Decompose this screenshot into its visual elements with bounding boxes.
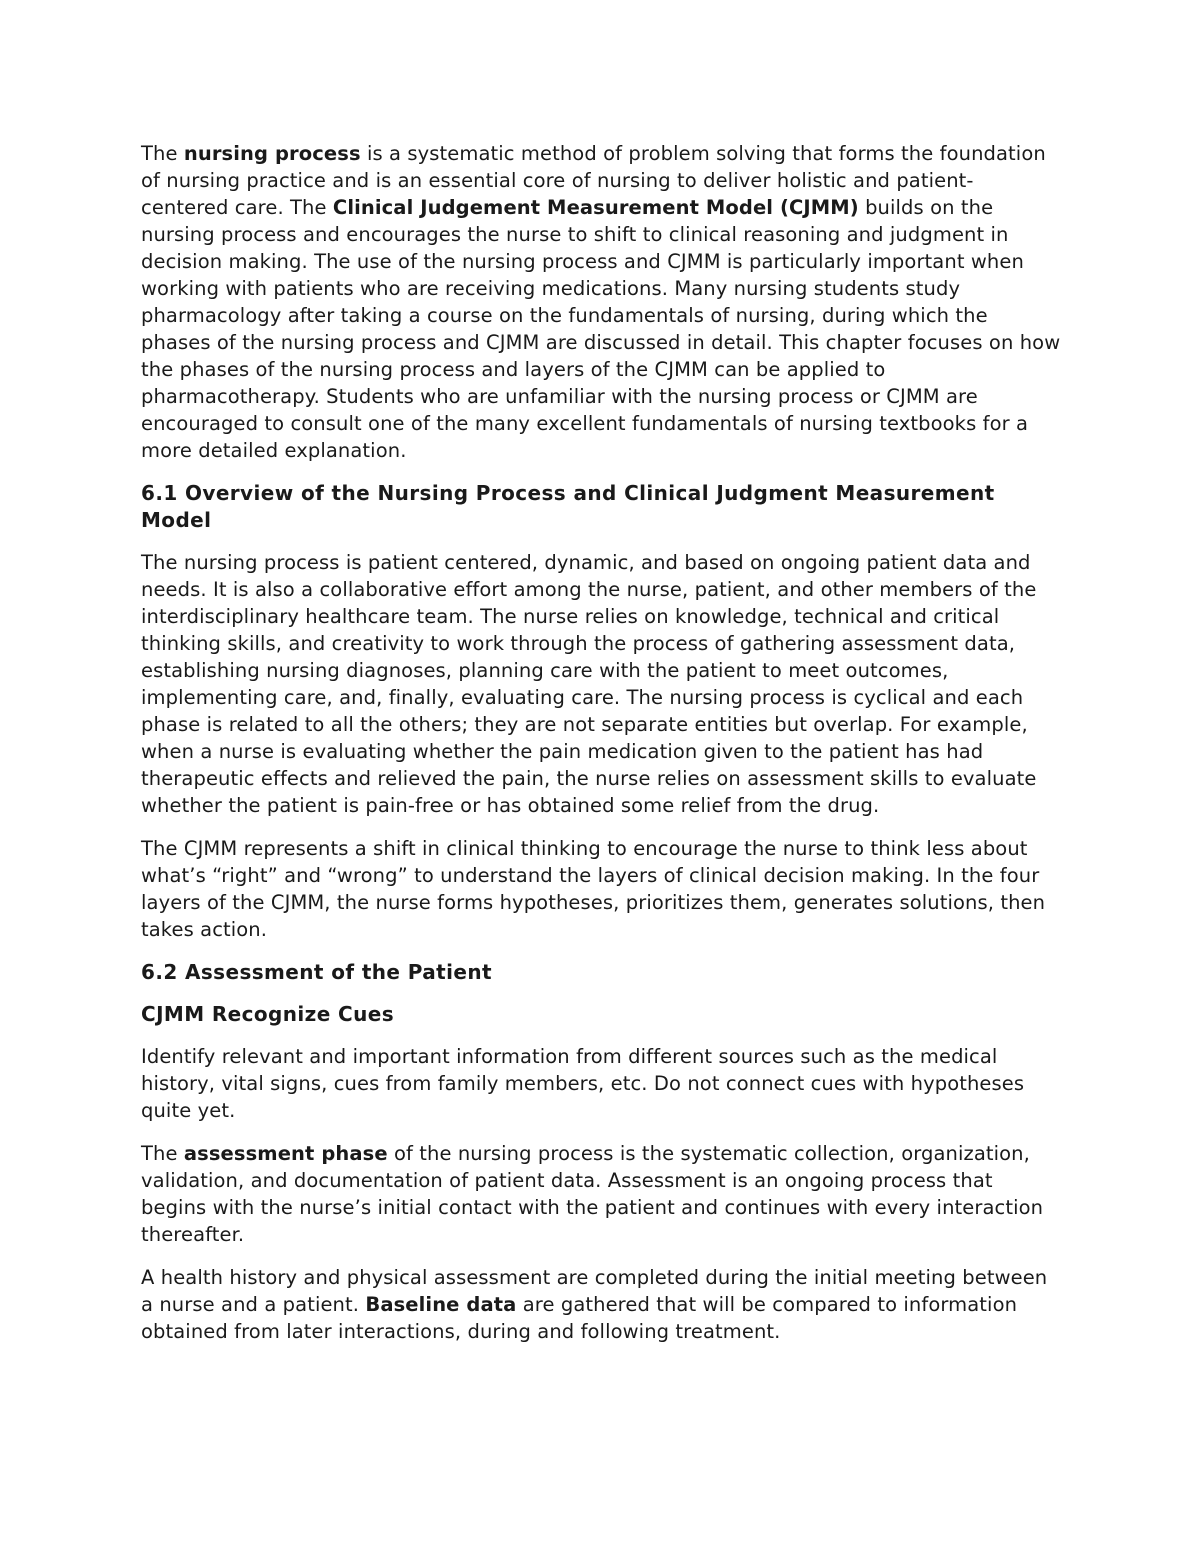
- term-cjmm: Clinical Judgement Measurement Model (CJMM): [332, 196, 859, 219]
- intro-text-3: builds on the nursing process and encourages the nurse to shift to clinical reasoning and judgment in decision making. The use of the nursing process and CJMM is particularly important when working with patients who are receiving medications. Many nursing students study pharmacology after taking a course on the fundamentals of nursing, during which the phases of the nursing process and CJMM are discussed in detail. This chapter focuses on how the phases of the nursing process and layers of the CJMM can be applied to pharmacotherapy. Students who are unfamiliar with the nursing process or CJMM are encouraged to consult one of the many excellent fundamentals of nursing textbooks for a more detailed explanation.: [141, 196, 1061, 462]
- assessment-text-1: The: [141, 1142, 184, 1165]
- term-assessment-phase: assessment phase: [183, 1142, 388, 1165]
- section-6-1-paragraph-2: The CJMM represents a shift in clinical thinking to encourage the nurse to think less about what’s “right” and “wrong” to understand the layers of clinical decision making. In the four layers of the CJMM, the nurse forms hypotheses, prioritizes them, generates solutions, then takes action.: [141, 837, 1046, 941]
- assessment-text-2: of the nursing process is the systematic collection, organization, validation, and documentation of patient data. Assessment is an ongoing process that begins with the nurse’s initial contact with the patient and continues with every interaction thereafter.: [141, 1142, 1044, 1246]
- term-nursing-process: nursing process: [183, 142, 361, 165]
- intro-text-1: The: [141, 142, 184, 165]
- section-6-2-paragraph-1: Identify relevant and important information from different sources such as the medical history, vital signs, cues from family members, etc. Do not connect cues with hypotheses quite yet.: [141, 1045, 1025, 1122]
- document-page: [141, 140, 1061, 1361]
- section-6-2-heading: 6.2 Assessment of the Patient: [141, 960, 492, 984]
- baseline-text-2: are gathered that will be compared to information obtained from later interactions, during and following treatment.: [141, 1293, 1018, 1343]
- section-6-1-heading: 6.1 Overview of the Nursing Process and Clinical Judgment Measurement Model: [141, 481, 995, 532]
- intro-paragraph: [141, 140, 1061, 464]
- intro-text-2: is a systematic method of problem solving that forms the foundation of nursing practice and is an essential core of nursing to deliver holistic and patient-centered care. The: [141, 142, 1046, 219]
- baseline-text-1: A health history and physical assessment are completed during the initial meeting between a nurse and a patient.: [141, 1266, 1048, 1316]
- recognize-cues-subheading: CJMM Recognize Cues: [141, 1002, 395, 1026]
- section-6-2-paragraph-2: [141, 1140, 1061, 1248]
- section-6-2-paragraph-3: [141, 1264, 1061, 1345]
- section-6-1-paragraph-1: The nursing process is patient centered, dynamic, and based on ongoing patient data and needs. It is also a collaborative effort among the nurse, patient, and other members of the interdisciplinary healthcare team. The nurse relies on knowledge, technical and critical thinking skills, and creativity to work through the process of gathering assessment data, establishing nursing diagnoses, planning care with the patient to meet outcomes, implementing care, and, finally, evaluating care. The nursing process is cyclical and each phase is related to all the others; they are not separate entities but overlap. For example, when a nurse is evaluating whether the pain medication given to the patient has had therapeutic effects and relieved the pain, the nurse relies on assessment skills to evaluate whether the patient is pain-free or has obtained some relief from the drug.: [141, 551, 1037, 817]
- term-baseline-data: Baseline data: [365, 1293, 517, 1316]
